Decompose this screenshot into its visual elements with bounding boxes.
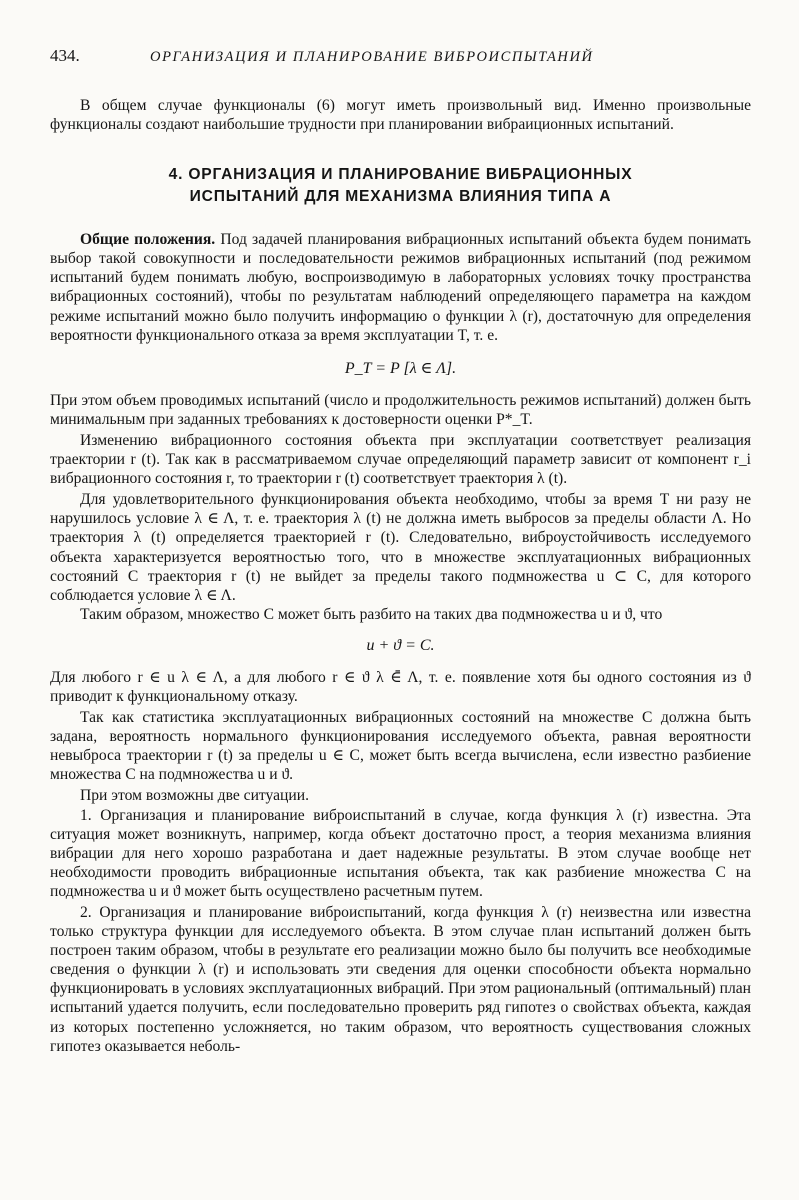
running-head — [50, 46, 751, 74]
formula-probability: P_T = P [λ ∈ Λ]. — [344, 359, 457, 377]
page-number: 434. — [50, 46, 80, 65]
paragraph-trajectory: Изменению вибрационного состояния объекта при эксплуатации соответствует реализация траектории r (t). Так как в рассматриваемом случае определяющий параметр зависит от компонент r_i вибрационного состояния r, то траектории r (t) соответствует траектория λ (t). — [50, 431, 751, 488]
section-heading-line-2: ИСПЫТАНИЙ ДЛЯ МЕХАНИЗМА ВЛИЯНИЯ ТИПА А — [189, 188, 612, 206]
paragraph-partition: Таким образом, множество C может быть разбито на таких два подмножества u и ϑ, что — [80, 605, 663, 623]
paragraph-general-provisions — [50, 230, 751, 345]
formula-partition: u + ϑ = C. — [366, 636, 435, 654]
paragraph-two-situations: При этом возможны две ситуации. — [80, 787, 309, 805]
running-title: ОРГАНИЗАЦИЯ И ПЛАНИРОВАНИЕ ВИБРОИСПЫТАНИЙ — [150, 49, 594, 65]
paragraph-situation-1: 1. Организация и планирование виброиспытаний в случае, когда функция λ (r) известна. Эта ситуация может возникнуть, например, когда объект достаточно прост, а теория механизма влияния вибрации для него хорошо разработана и дает надежные результаты. В этом случае вообще нет необходимости проводить вибрационные испытания объекта, так как разбиение множества C на подмножества u и ϑ может быть осуществлено расчетным путем. — [50, 806, 751, 900]
paragraph-test-volume: При этом объем проводимых испытаний (число и продолжительность режимов испытаний) должен быть минимальным при заданных требованиях к достоверности оценки P*_T. — [50, 391, 751, 428]
paragraph-failure: Для любого r ∈ u λ ∈ Λ, а для любого r ∈ ϑ λ ∈̄ Λ, т. е. появление хотя бы одного состояния из ϑ приводит к функциональному отказу. — [50, 668, 751, 705]
section-heading-line-1: 4. ОРГАНИЗАЦИЯ И ПЛАНИРОВАНИЕ ВИБРАЦИОННЫХ — [168, 166, 633, 184]
paragraph-situation-2: 2. Организация и планирование виброиспытаний, когда функция λ (r) неизвестна или известна только структура функции для исследуемого объекта. В этом случае план испытаний должен быть построен таким образом, чтобы в результате его реализации можно было бы получить все необходимые сведения о функции λ (r) и использовать эти сведения для оценки способности объекта нормально функционировать в условиях эксплуатационных вибраций. При этом рациональный (оптимальный) план испытаний удается получить, если последовательно проверить ряд гипотез о свойствах объекта, каждая из которых постепенно усложняется, но таким образом, что вероятность существования сложных гипотез оказывается неболь- — [50, 904, 751, 1055]
intro-paragraph: В общем случае функционалы (6) могут иметь произвольный вид. Именно произвольные функционалы создают наибольшие трудности при планировании вибраиционных испытаний. — [50, 97, 751, 134]
paragraph-text: Под задачей планирования вибрационных испытаний объекта будем понимать выбор такой совокупности и последовательности режимов вибрационных испытаний (под режимом испытаний будем понимать любую, воспроизводимую в лабораторных условиях точку пространства вибрационных состояний), чтобы по результатам наблюдений определяющего параметра на каждом режиме испытаний можно было получить информацию о функции λ (r), достаточную для определения вероятности функционального отказа за время эксплуатации T, т. е. — [50, 231, 751, 344]
section-heading — [50, 164, 751, 208]
run-in-heading: Общие положения. — [80, 231, 216, 249]
paragraph-statistics: Так как статистика эксплуатационных вибрационных состояний на множестве C должна быть задана, вероятность нормального функционирования исследуемого объекта, равная вероятности невыброса траектории r (t) за пределы u ∈ C, может быть всегда вычислена, если известно разбиение множества C на подмножества u и ϑ. — [50, 709, 751, 784]
paragraph-condition: Для удовлетворительного функционирования объекта необходимо, чтобы за время T ни разу не нарушилось условие λ ∈ Λ, т. е. траектория λ (t) не должна иметь выбросов за пределы области Λ. Но траектория λ (t) определяется траекторией r (t). Следовательно, виброустойчивость исследуемого объекта характеризуется вероятностью того, что в множестве эксплуатационных вибрационных состояний C траектория r (t) не выйдет за пределы такого подмножества u ⊂ C, для которого соблюдается условие λ ∈ Λ. — [50, 491, 751, 604]
